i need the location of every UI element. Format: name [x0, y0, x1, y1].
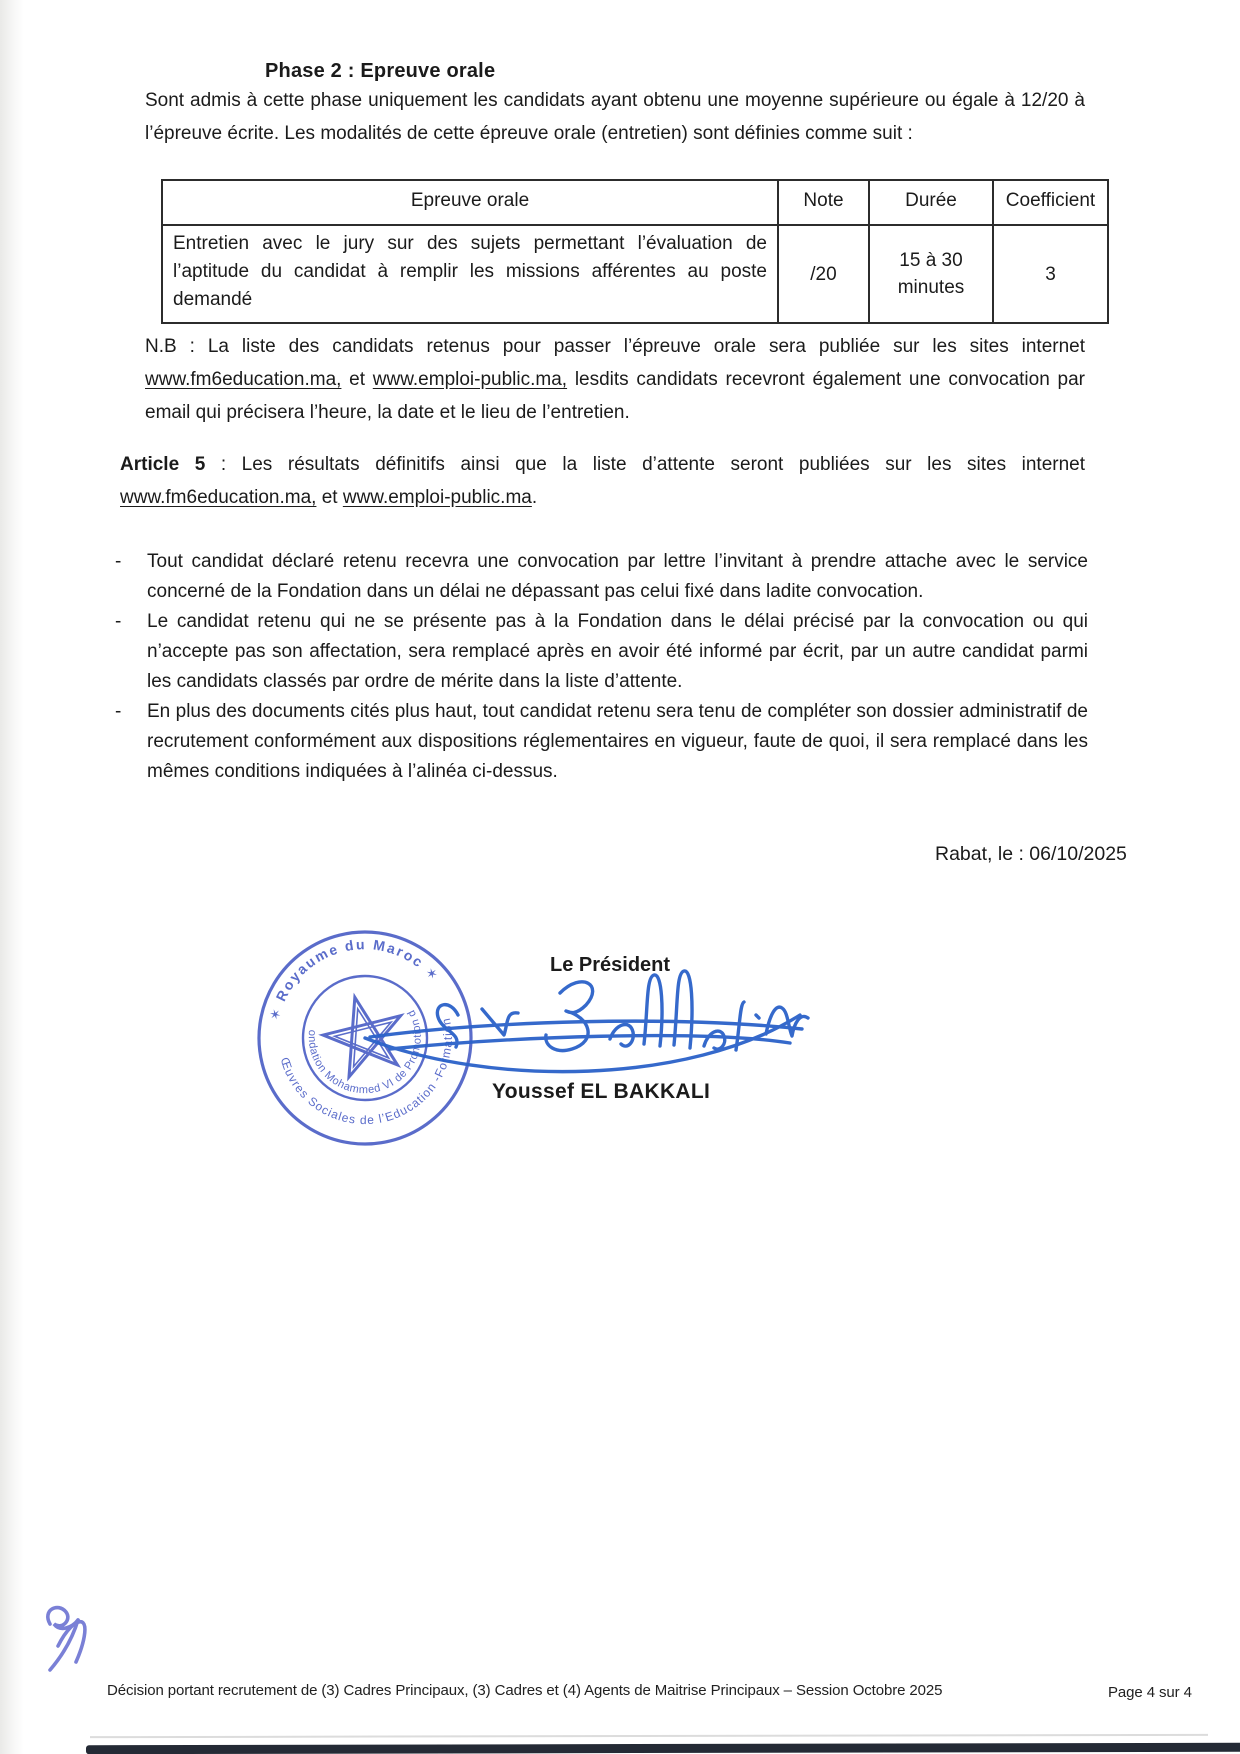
nb-text-2: et [349, 369, 366, 390]
stamp-ring-bottom-text: Œuvres Sociales de l’Education -Formation [277, 1016, 455, 1128]
article5-text-1: Les résultats définitifs ainsi que la liste d’attente seront publiées sur les sites internet [241, 454, 1086, 475]
fm6education-link-2: www.fm6education.ma, [120, 487, 317, 508]
article5-paragraph [120, 448, 1085, 514]
article5-text-3: . [531, 487, 538, 508]
signature-stroke [546, 982, 593, 1051]
page-number: Page 4 sur 4 [1108, 1684, 1192, 1701]
nb-text-1: La liste des candidats retenus pour passer l’épreuve orale sera publiée sur les sites internet [207, 336, 1086, 357]
stamp-ring-inner-text: Fondation Mohammed VI de Promotion des [213, 940, 424, 1097]
cell-duree: 15 à 30 minutes [869, 225, 993, 323]
signature-stroke [704, 1031, 725, 1049]
oral-exam-table [161, 179, 1109, 324]
signature-stroke [437, 1005, 458, 1047]
paraph-ink [30, 1598, 94, 1672]
nb-text-3: lesdits candidats recevront également une convocation par email qui précisera l’heure, la date et le lieu de l’entretien. [145, 369, 1085, 423]
signature-stroke [756, 1015, 759, 1018]
scan-hairline [90, 1734, 1208, 1738]
list-item: - En plus des documents cités plus haut, tout candidat retenu sera tenu de compléter son dossier administratif de recrutement conformément aux dispositions réglementaires en vigueur, faute de quoi, il sera remplacé dans les mêmes conditions indiquées à l’alinéa ci-dessus. [113, 697, 1088, 787]
table-header-row [162, 180, 1108, 225]
cell-note: /20 [778, 225, 869, 323]
emploi-public-link-2: www.emploi-public.ma [342, 487, 532, 508]
date-line: Rabat, le : 06/10/2025 [935, 843, 1127, 865]
signature-stroke [482, 1009, 518, 1035]
bullet-list [113, 547, 1088, 787]
article5-label: Article 5 [120, 454, 206, 475]
emploi-public-link: www.emploi-public.ma, [372, 369, 568, 390]
header-duree: Durée [869, 180, 993, 225]
signature-ink [430, 965, 810, 1095]
svg-text:Fondation Mohammed VI de Promo [214, 899, 437, 1125]
bottom-scan-bar [86, 1743, 1240, 1754]
list-item: - Le candidat retenu qui ne se présente pas à la Fondation dans le délai précisé par la convocation ou qui n’accepte pas son affectation, sera remplacé après en avoir été informé par écrit, par un autre candidat parmi les candidats classés par ordre de mérite dans la liste d’attente. [113, 607, 1088, 697]
article5-text-2: et [321, 487, 338, 508]
header-note: Note [778, 180, 869, 225]
table-row [162, 225, 1108, 323]
header-coefficient: Coefficient [993, 180, 1108, 225]
section-heading: Phase 2 : Epreuve orale [265, 60, 496, 82]
scan-edge-shading [0, 0, 24, 1754]
intro-paragraph: Sont admis à cette phase uniquement les candidats ayant obtenu une moyenne supérieure ou égale à 12/20 à l’épreuve écrite. Les modalités de cette épreuve orale (entretien) sont définies comme suit : [145, 90, 1085, 144]
header-epreuve-orale: Epreuve orale [162, 180, 778, 225]
fm6education-link: www.fm6education.ma, [145, 369, 342, 390]
nb-label: N.B : [145, 336, 195, 357]
cell-coefficient: 3 [993, 225, 1108, 323]
president-title: Le Président [550, 954, 671, 976]
list-item: - Tout candidat déclaré retenu recevra une convocation par lettre l’invitant à prendre attache avec le service concerné de la Fondation dans un délai ne dépassant pas celui fixé dans ladite convocation. [113, 547, 1088, 607]
footer-document-title: Décision portant recrutement de (3) Cadres Principaux, (3) Cadres et (4) Agents de Maitrise Principaux – Session Octobre 2025 [107, 1682, 943, 1699]
article5-sep: : [205, 454, 242, 475]
nb-paragraph [145, 330, 1085, 429]
cell-description: Entretien avec le jury sur des sujets permettant l’évaluation de l’aptitude du candidat à remplir les missions afférentes au poste demandé [162, 225, 778, 323]
stamp-ring-top-text: ✶ Royaume du Maroc ✶ [265, 936, 444, 1022]
signer-name: Youssef EL BAKKALI [492, 1080, 711, 1103]
